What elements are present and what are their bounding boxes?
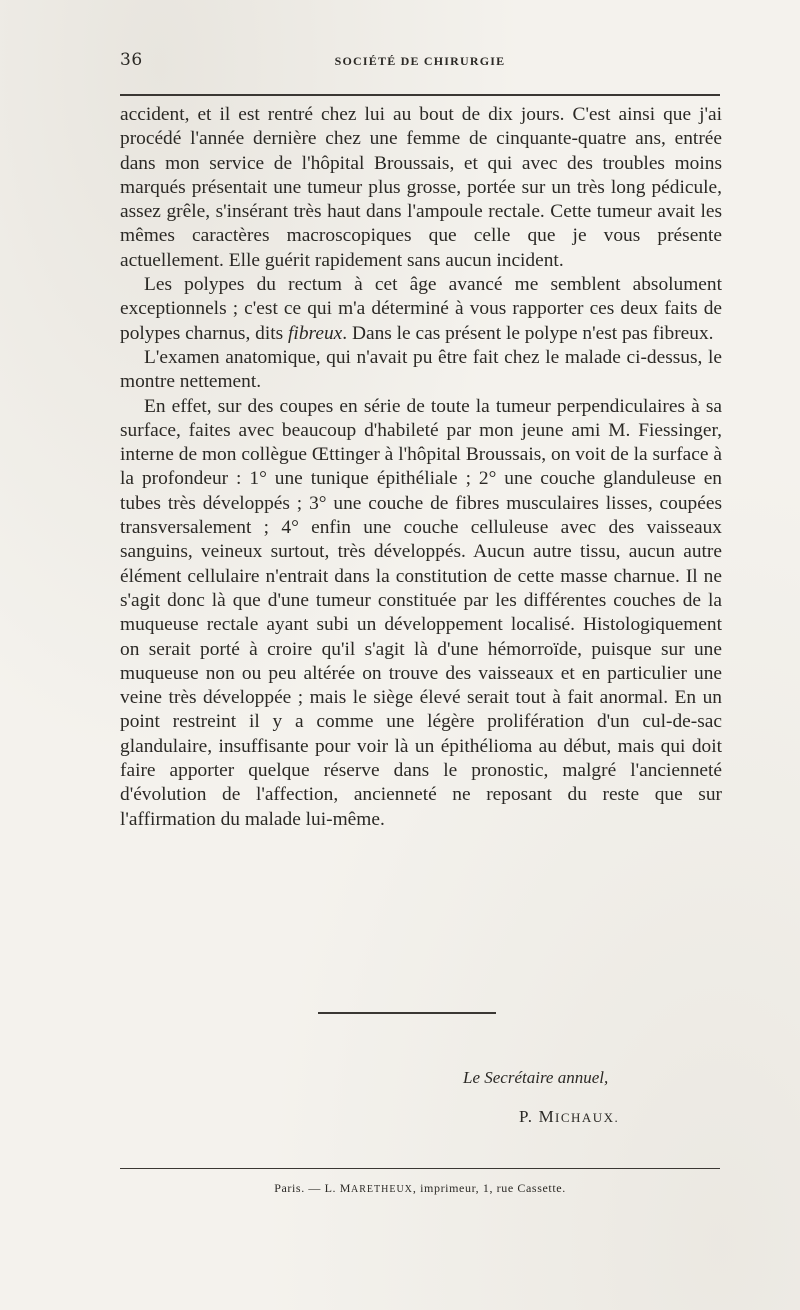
- printer-imprint: [120, 1181, 720, 1196]
- signature-title: Le Secrétaire annuel,: [463, 1068, 609, 1087]
- paragraph-2-tail: . Dans le cas présent le polype n'est pas fibreux.: [342, 322, 714, 344]
- imprint-suffix: , imprimeur, 1, rue Cassette.: [412, 1181, 566, 1195]
- paragraph-2-text: Les polypes du rectum à cet âge avancé me semblent absolument exceptionnels ; c'est ce qui m'a déterminé à vous rapporter ces deux faits de polypes charnus, dits: [120, 274, 722, 344]
- italic-term: fibreux: [288, 322, 343, 344]
- paragraph-2: [120, 273, 722, 346]
- signature-name-rest: ICHAUX.: [555, 1110, 620, 1125]
- footer-rule: [120, 1168, 720, 1169]
- running-title: SOCIÉTÉ DE CHIRURGIE: [334, 54, 506, 68]
- body-text: [120, 103, 722, 832]
- imprint-prefix: Paris. — L. M: [274, 1181, 352, 1195]
- signature-name: [120, 1107, 720, 1127]
- paragraph-4: En effet, sur des coupes en série de toute la tumeur perpendiculaires à sa surface, faites avec beaucoup d'habileté par mon jeune ami M. Fiessinger, interne de mon collègue Œttinger à l'hôpital Broussais, on voit de la surface à la profondeur : 1° une tunique épithéliale ; 2° une couche glanduleuse en tubes très développés ; 3° une couche de fibres musculaires lisses, coupées transversalement ; 4° enfin une couche celluleuse avec des vaisseaux sanguins, veineux surtout, très développés. Aucun autre tissu, aucun autre élément cellulaire n'entrait dans la constitution de cette masse charnue. Il ne s'agit donc là que d'une tumeur constituée par les différentes couches de la muqueuse rectale ayant subi un développement localisé. Histologiquement on serait porté à croire qu'il s'agit là d'une hémorroïde, puisque sur une muqueuse non ou peu altérée on trouve des vaisseaux et en particulier une veine très développée ; mais le siège élevé serait tout à fait anormal. En un point restreint il y a comme une légère prolifération d'un cul-de-sac glandulaire, insuffisante pour voir là un épithélioma au début, mais qui doit faire apporter quelque réserve dans le pronostic, malgré l'ancienneté d'évolution de l'affection, ancienneté ne reposant du reste que sur l'affirmation du malade lui-même.: [120, 395, 722, 830]
- section-end-rule: [318, 1012, 496, 1014]
- page-header: [120, 50, 720, 74]
- header-rule: [120, 94, 720, 96]
- paragraph-1: accident, et il est rentré chez lui au bout de dix jours. C'est ainsi que j'ai procédé l'année dernière chez une femme de cinquante-quatre ans, entrée dans mon service de l'hôpital Broussais, et qui avec des troubles moins marqués présentait une tumeur plus grosse, portée sur un très long pédicule, assez grêle, s'insérant très haut dans l'ampoule rectale. Cette tumeur avait les mêmes caractères macroscopiques que celle que je vous présente actuellement. Elle guérit rapidement sans aucun incident.: [120, 104, 722, 271]
- page-number: 36: [120, 50, 143, 70]
- signature-name-initial: P. M: [519, 1107, 555, 1126]
- imprint-printer-name: ARETHEUX: [351, 1184, 413, 1195]
- paragraph-3: L'examen anatomique, qui n'avait pu être fait chez le malade ci-dessus, le montre nettement.: [120, 346, 722, 393]
